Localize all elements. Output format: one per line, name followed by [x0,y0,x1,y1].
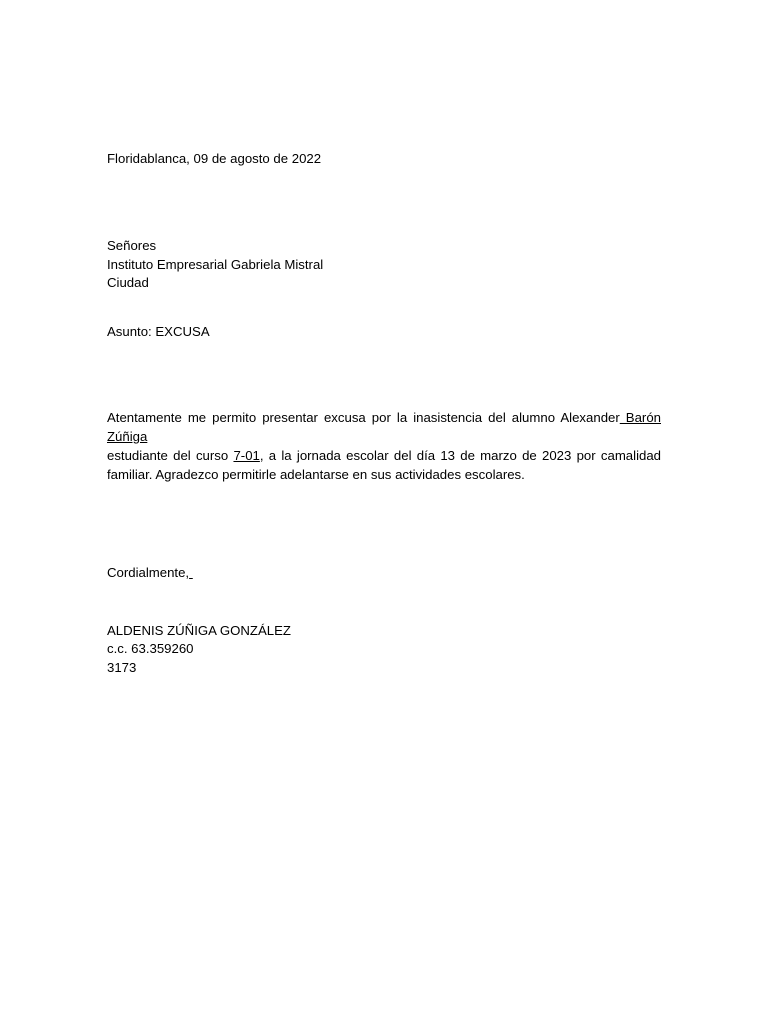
body-line-3: familiar. Agradezco permitirle adelantarse en sus actividades escolares. [107,467,525,482]
recipient-city: Ciudad [107,275,149,290]
body-line-1 [107,408,661,446]
recipient-salutation: Señores [107,238,157,253]
body-line-2-text-start: estudiante del curso [107,448,234,463]
course-code: 7-01 [233,448,260,463]
body-paragraph [107,408,661,484]
recipient-institution: Instituto Empresarial Gabriela Mistral [107,257,324,272]
signature-name: ALDENIS ZÚÑIGA GONZÁLEZ [107,623,291,638]
body-line-2-text-end: , a la jornada escolar del día 13 de marzo de 2023 por camalidad [259,448,661,463]
student-surname: Barón Zúñiga [107,410,661,444]
body-line-2 [107,446,661,465]
subject-line: Asunto: EXCUSA [107,324,210,339]
closing-text: Cordialmente, [107,565,190,580]
date-line: Floridablanca, 09 de agosto de 2022 [107,151,322,166]
closing-trailing-mark [189,565,193,580]
body-line-1-text: Atentamente me permito presentar excusa por la inasistencia del alumno Alexander [107,410,620,425]
signature-extra: 3173 [107,660,137,675]
signature-id: c.c. 63.359260 [107,641,194,656]
closing-line [107,563,193,582]
